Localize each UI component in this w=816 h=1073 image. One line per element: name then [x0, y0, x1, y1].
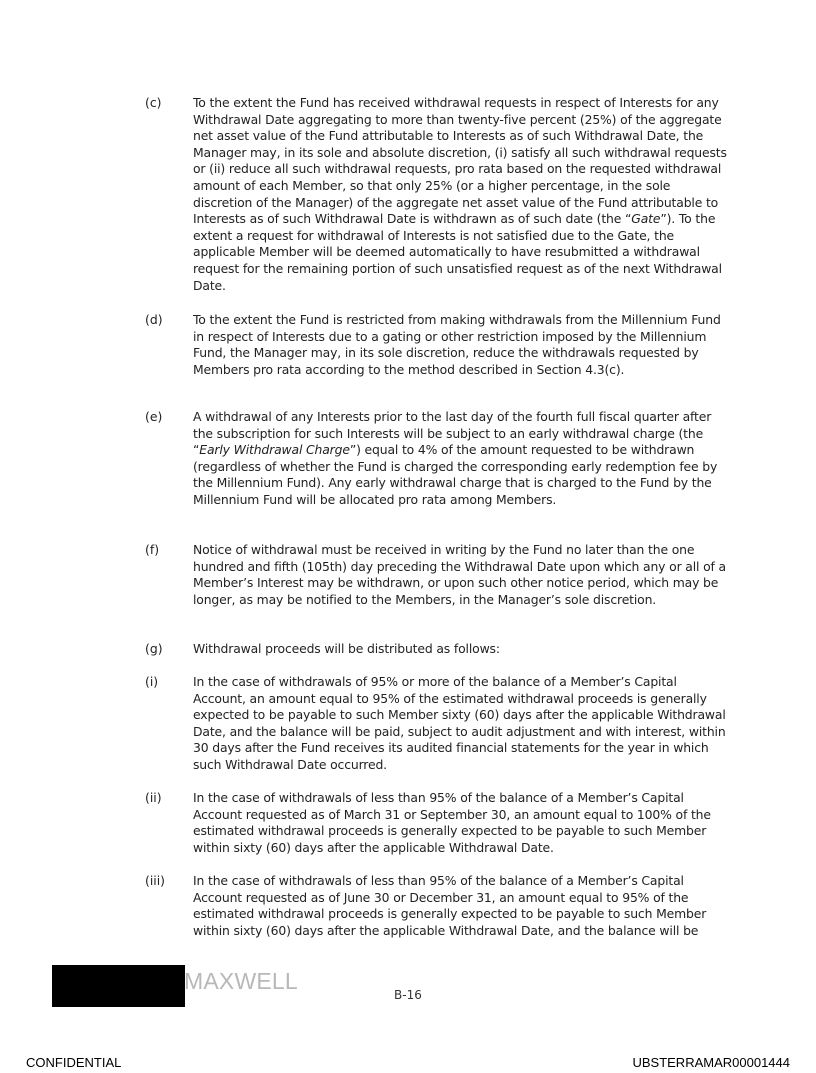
- paragraph-text: Withdrawal proceeds will be distributed as follows:: [193, 641, 500, 656]
- paragraph-g: [145, 641, 730, 658]
- paragraph-text: In the case of withdrawals of less than 95% of the balance of a Member’s Capital Account requested as of June 30 or December 31, an amount equal to 95% of the estimated withdrawal proceeds is generally expected to be payable to such Member within sixty (60) days after the applicable Withdrawal Date, and the balance will be: [193, 873, 707, 938]
- confidential-label: CONFIDENTIAL: [26, 1055, 122, 1070]
- paragraph-text: To the extent the Fund has received withdrawal requests in respect of Interests for any Withdrawal Date aggregating to more than twenty-five percent (25%) of the aggregate net asset value of the Fund attributable to Interests as of such Withdrawal Date, the Manager may, in its sole and absolute discretion, (i) satisfy all such withdrawal requests or (ii) reduce all such withdrawal requests, pro rata based on the requested withdrawal amount of each Member, so that only 25% (or a higher percentage, in the sole discretion of the Manager) of the aggregate net asset value of the Fund attributable to Interests as of such Withdrawal Date is withdrawn as of such date (the “Gate”). To the extent a request for withdrawal of Interests is not satisfied due to the Gate, the applicable Member will be deemed automatically to have resubmitted a withdrawal request for the remaining portion of such unsatisfied request as of the next Withdrawal Date.: [193, 95, 727, 293]
- watermark-text: MAXWELL: [184, 968, 298, 994]
- paragraph-i: [145, 674, 730, 774]
- paragraph-label: (g): [145, 641, 163, 656]
- paragraph-label: (e): [145, 409, 163, 424]
- paragraph-label: (iii): [145, 873, 165, 888]
- bates-number: UBSTERRAMAR00001444: [632, 1055, 790, 1070]
- paragraph-text: A withdrawal of any Interests prior to the last day of the fourth full fiscal quarter after the subscription for such Interests will be subject to an early withdrawal charge (the “Early Withdrawal Charge”) equal to 4% of the amount requested to be withdrawn (regardless of whether the Fund is charged the corresponding early redemption fee by the Millennium Fund). Any early withdrawal charge that is charged to the Fund by the Millennium Fund will be allocated pro rata among Members.: [193, 409, 718, 507]
- paragraph-label: (f): [145, 542, 160, 557]
- paragraph-text: In the case of withdrawals of less than 95% of the balance of a Member’s Capital Account requested as of March 31 or September 30, an amount equal to 100% of the estimated withdrawal proceeds is generally expected to be payable to such Member within sixty (60) days after the applicable Withdrawal Date.: [193, 790, 711, 855]
- paragraph-label: (ii): [145, 790, 162, 805]
- defined-term-early-withdrawal-charge: Early Withdrawal Charge: [199, 442, 350, 458]
- defined-term-gate: Gate: [631, 211, 661, 227]
- paragraph-text: Notice of withdrawal must be received in writing by the Fund no later than the one hundred and fifth (105th) day preceding the Withdrawal Date upon which any or all of a Member’s Interest may be withdrawn, or upon such other notice period, which may be longer, as may be notified to the Members, in the Manager’s sole discretion.: [193, 542, 726, 607]
- paragraph-label: (i): [145, 674, 159, 689]
- paragraph-e: [145, 409, 730, 509]
- paragraph-label: (c): [145, 95, 162, 110]
- paragraph-iii: [145, 873, 730, 939]
- paragraph-text: In the case of withdrawals of 95% or more of the balance of a Member’s Capital Account, an amount equal to 95% of the estimated withdrawal proceeds is generally expected to be payable to such Member sixty (60) days after the applicable Withdrawal Date, and the balance will be paid, subject to audit adjustment and with interest, within 30 days after the Fund receives its audited financial statements for the year in which such Withdrawal Date occurred.: [193, 674, 726, 772]
- paragraph-text: To the extent the Fund is restricted from making withdrawals from the Millennium Fund in respect of Interests due to a gating or other restriction imposed by the Millennium Fund, the Manager may, in its sole discretion, reduce the withdrawals requested by Members pro rata according to the method described in Section 4.3(c).: [193, 312, 721, 377]
- paragraph-d: [145, 312, 730, 378]
- paragraph-c: [145, 95, 730, 294]
- paragraph-f: [145, 542, 730, 608]
- paragraph-ii: [145, 790, 730, 856]
- page-number: B-16: [394, 988, 422, 1002]
- paragraph-label: (d): [145, 312, 163, 327]
- redaction-box: [52, 965, 185, 1007]
